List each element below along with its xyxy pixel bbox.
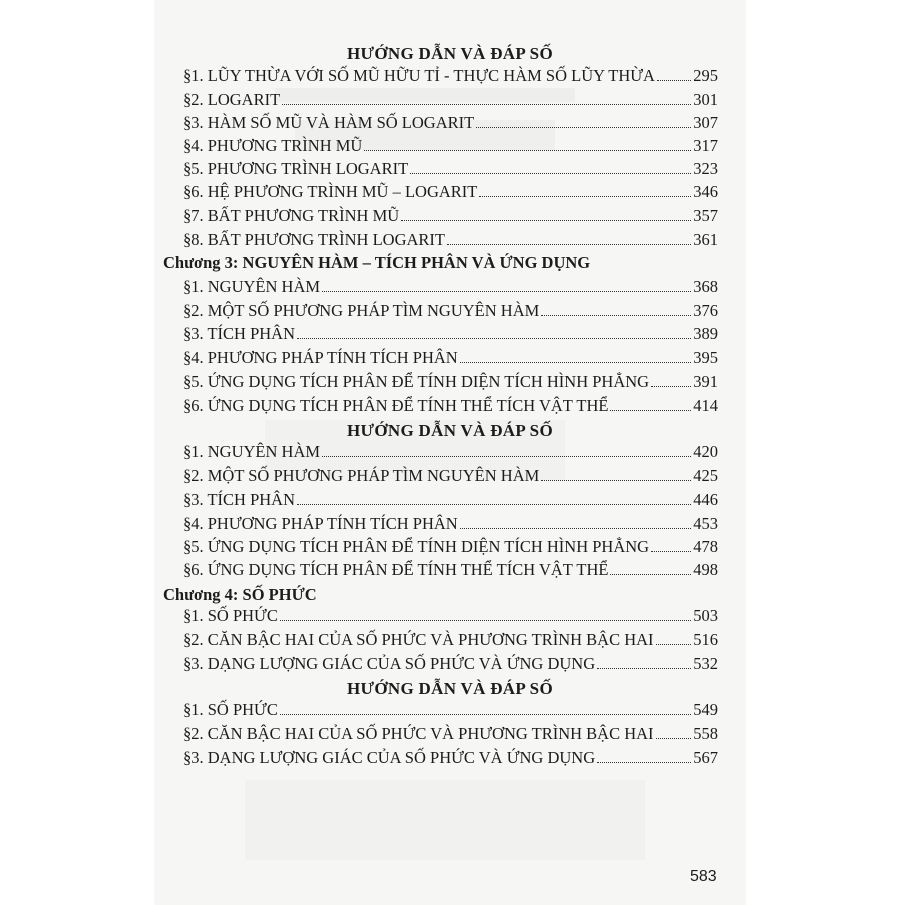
toc-entry-page: 446 <box>693 490 718 509</box>
toc-entry-title: §4. PHƯƠNG PHÁP TÍNH TÍCH PHÂN <box>183 348 458 367</box>
toc-entry-title: §3. TÍCH PHÂN <box>183 490 295 509</box>
leader-dots <box>282 104 691 105</box>
toc-entry[interactable] <box>183 204 718 226</box>
leader-dots <box>280 714 691 715</box>
toc-entry[interactable] <box>183 722 718 744</box>
toc-entry[interactable] <box>183 157 718 179</box>
toc-entry-page: 307 <box>693 113 718 132</box>
toc-entry-title: §3. DẠNG LƯỢNG GIÁC CỦA SỐ PHỨC VÀ ỨNG DỤNG <box>183 748 596 767</box>
leader-dots <box>656 644 692 645</box>
toc-entry-title: §5. PHƯƠNG TRÌNH LOGARIT <box>183 159 409 178</box>
chapter-title[interactable]: Chương 4: SỐ PHỨC <box>163 585 317 604</box>
toc-entry-page: 414 <box>693 396 718 415</box>
toc-entry-page: 317 <box>693 136 718 155</box>
toc-entry-title: §4. PHƯƠNG PHÁP TÍNH TÍCH PHÂN <box>183 514 458 533</box>
toc-entry[interactable] <box>183 88 718 110</box>
leader-dots <box>610 574 691 575</box>
show-through-shadow <box>245 780 645 860</box>
toc-entry-page: 346 <box>693 182 718 201</box>
toc-entry-page: 532 <box>693 654 718 673</box>
leader-dots <box>610 410 691 411</box>
toc-entry-title: §1. NGUYÊN HÀM <box>183 277 321 296</box>
toc-entry-title: §2. CĂN BẬC HAI CỦA SỐ PHỨC VÀ PHƯƠNG TRÌNH BẬC HAI <box>183 630 654 649</box>
toc-entry-title: §3. DẠNG LƯỢNG GIÁC CỦA SỐ PHỨC VÀ ỨNG DỤNG <box>183 654 596 673</box>
toc-entry-page: 558 <box>693 724 718 743</box>
leader-dots <box>656 738 692 739</box>
leader-dots <box>460 528 692 529</box>
toc-entry[interactable] <box>183 346 718 368</box>
toc-entry-title: §6. ỨNG DỤNG TÍCH PHÂN ĐỂ TÍNH THỂ TÍCH VẬT THỂ <box>183 560 609 579</box>
toc-entry[interactable] <box>183 322 718 344</box>
toc-entry[interactable] <box>183 134 718 156</box>
toc-entry[interactable] <box>183 535 718 557</box>
leader-dots <box>460 362 692 363</box>
toc-entry-title: §1. NGUYÊN HÀM <box>183 442 321 461</box>
toc-entry-title: §6. ỨNG DỤNG TÍCH PHÂN ĐỂ TÍNH THỂ TÍCH VẬT THỂ <box>183 396 609 415</box>
leader-dots <box>541 480 691 481</box>
toc-entry-page: 389 <box>693 324 718 343</box>
leader-dots <box>479 196 691 197</box>
toc-entry[interactable] <box>183 370 718 392</box>
toc-entry[interactable] <box>183 111 718 133</box>
toc-entry-title: §2. MỘT SỐ PHƯƠNG PHÁP TÌM NGUYÊN HÀM <box>183 466 540 485</box>
toc-entry-title: §1. LŨY THỪA VỚI SỐ MŨ HỮU TỈ - THỰC HÀM SỐ LŨY THỪA <box>183 66 655 85</box>
leader-dots <box>597 762 691 763</box>
toc-entry-title: §4. PHƯƠNG TRÌNH MŨ <box>183 136 363 155</box>
toc-entry-title: §8. BẤT PHƯƠNG TRÌNH LOGARIT <box>183 230 445 249</box>
toc-entry-page: 361 <box>693 230 718 249</box>
book-page <box>155 0 745 905</box>
toc-entry-page: 516 <box>693 630 718 649</box>
toc-entry-title: §6. HỆ PHƯƠNG TRÌNH MŨ – LOGARIT <box>183 182 478 201</box>
toc-entry[interactable] <box>183 488 718 510</box>
toc-entry[interactable] <box>183 394 718 416</box>
toc-entry-title: §2. LOGARIT <box>183 90 281 109</box>
toc-entry-page: 295 <box>693 66 718 85</box>
toc-entry-title: §1. SỐ PHỨC <box>183 606 278 625</box>
toc-entry[interactable] <box>183 440 718 462</box>
leader-dots <box>476 127 691 128</box>
leader-dots <box>297 338 691 339</box>
leader-dots <box>597 668 691 669</box>
toc-entry-page: 368 <box>693 277 718 296</box>
section-heading: HƯỚNG DẪN VÀ ĐÁP SỐ <box>347 44 553 63</box>
toc-entry-page: 567 <box>693 748 718 767</box>
toc-entry[interactable] <box>183 628 718 650</box>
toc-entry-page: 549 <box>693 700 718 719</box>
toc-entry[interactable] <box>183 275 718 297</box>
section-heading: HƯỚNG DẪN VÀ ĐÁP SỐ <box>347 679 553 698</box>
toc-entry-page: 498 <box>693 560 718 579</box>
toc-entry-title: §1. SỐ PHỨC <box>183 700 278 719</box>
toc-entry[interactable] <box>183 64 718 86</box>
toc-entry-title: §7. BẤT PHƯƠNG TRÌNH MŨ <box>183 206 400 225</box>
toc-entry[interactable] <box>183 464 718 486</box>
chapter-title[interactable]: Chương 3: NGUYÊN HÀM – TÍCH PHÂN VÀ ỨNG DỤNG <box>163 253 591 272</box>
toc-entry[interactable] <box>183 299 718 321</box>
toc-entry-title: §2. CĂN BẬC HAI CỦA SỐ PHỨC VÀ PHƯƠNG TRÌNH BẬC HAI <box>183 724 654 743</box>
toc-entry-page: 376 <box>693 301 718 320</box>
page-number: 583 <box>690 868 717 885</box>
toc-entry-title: §3. HÀM SỐ MŨ VÀ HÀM SỐ LOGARIT <box>183 113 475 132</box>
toc-entry-title: §2. MỘT SỐ PHƯƠNG PHÁP TÌM NGUYÊN HÀM <box>183 301 540 320</box>
leader-dots <box>401 220 691 221</box>
toc-entry-page: 301 <box>693 90 718 109</box>
toc-entry-page: 323 <box>693 159 718 178</box>
leader-dots <box>280 620 691 621</box>
toc-entry-title: §5. ỨNG DỤNG TÍCH PHÂN ĐỂ TÍNH DIỆN TÍCH HÌNH PHẲNG <box>183 537 650 556</box>
leader-dots <box>657 80 691 81</box>
toc-entry[interactable] <box>183 698 718 720</box>
leader-dots <box>447 244 691 245</box>
toc-entry[interactable] <box>183 180 718 202</box>
leader-dots <box>364 150 691 151</box>
leader-dots <box>541 315 691 316</box>
toc-entry-title: §3. TÍCH PHÂN <box>183 324 295 343</box>
toc-entry-page: 425 <box>693 466 718 485</box>
toc-entry-page: 420 <box>693 442 718 461</box>
leader-dots <box>651 551 691 552</box>
toc-entry-page: 453 <box>693 514 718 533</box>
toc-entry[interactable] <box>183 558 718 580</box>
toc-entry[interactable] <box>183 512 718 534</box>
toc-entry-page: 478 <box>693 537 718 556</box>
leader-dots <box>297 504 691 505</box>
leader-dots <box>322 291 691 292</box>
toc-entry[interactable] <box>183 604 718 626</box>
section-heading: HƯỚNG DẪN VÀ ĐÁP SỐ <box>347 421 553 440</box>
toc-entry[interactable] <box>183 652 718 674</box>
toc-entry-page: 395 <box>693 348 718 367</box>
toc-entry-page: 391 <box>693 372 718 391</box>
toc-entry-page: 357 <box>693 206 718 225</box>
leader-dots <box>410 173 691 174</box>
leader-dots <box>651 386 691 387</box>
toc-entry-title: §5. ỨNG DỤNG TÍCH PHÂN ĐỂ TÍNH DIỆN TÍCH HÌNH PHẲNG <box>183 372 650 391</box>
toc-entry[interactable] <box>183 746 718 768</box>
toc-entry[interactable] <box>183 228 718 250</box>
leader-dots <box>322 456 691 457</box>
toc-entry-page: 503 <box>693 606 718 625</box>
